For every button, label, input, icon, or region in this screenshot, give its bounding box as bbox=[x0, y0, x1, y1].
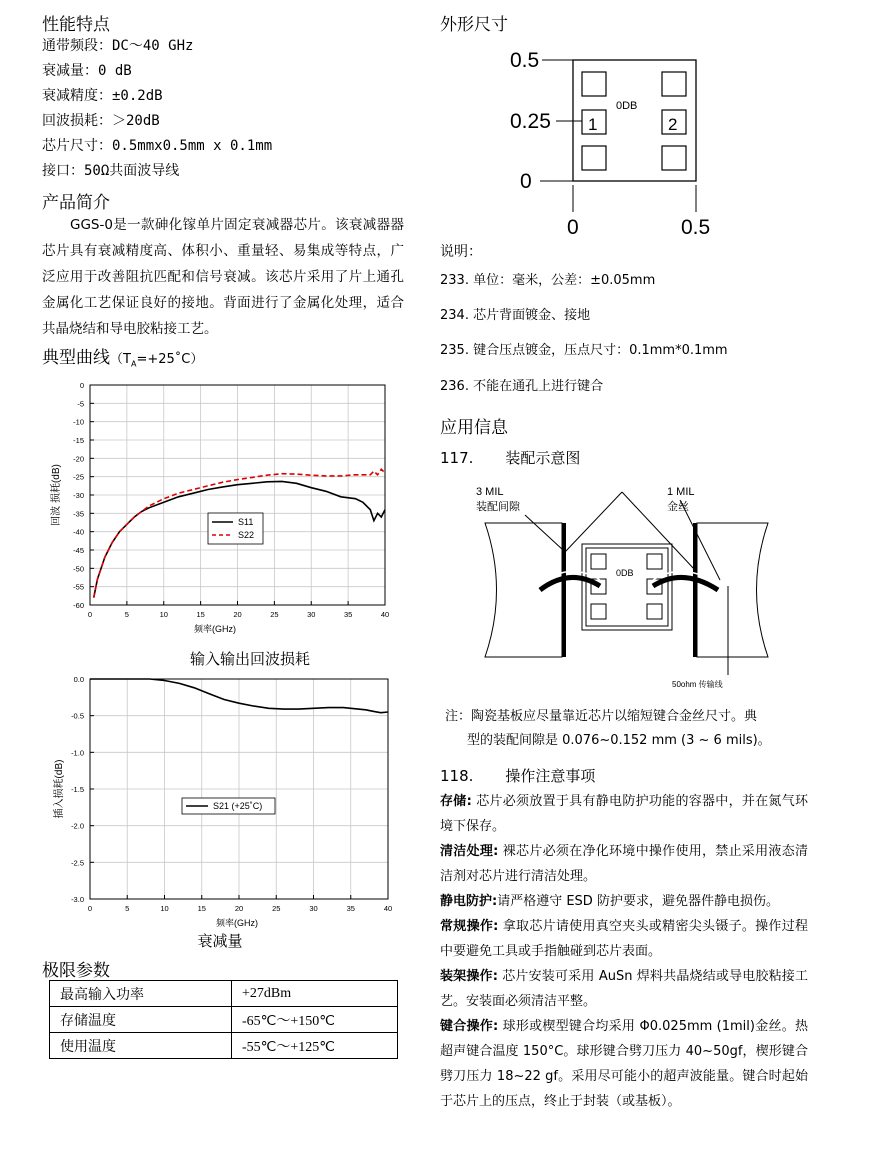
table-cell: 使用温度 bbox=[50, 1033, 232, 1059]
x-axis-label: 频率(GHz) bbox=[216, 918, 258, 928]
y-tick-label: 0.0 bbox=[73, 675, 84, 684]
x-tick-label: 10 bbox=[159, 610, 168, 619]
x-tick-label: 15 bbox=[196, 610, 205, 619]
x-axis-label: 频率(GHz) bbox=[194, 624, 236, 634]
chart-title: 衰减量 bbox=[197, 933, 243, 950]
note-item: 233. 单位：毫米，公差：±0.05mm bbox=[440, 273, 656, 288]
care-item: 存储: 芯片必须放置于具有静电防护功能的容器中，并在氮气环境下保存。 bbox=[440, 794, 809, 834]
diagram-label: 装配间隙 bbox=[476, 501, 520, 513]
care-list bbox=[440, 789, 808, 1114]
x-tick-label: 25 bbox=[272, 904, 281, 913]
care-item: 常规操作: 拿取芯片请使用真空夹头或精密尖头镊子。操作过程中要避免工具或手指触碰到芯片表面。 bbox=[440, 919, 808, 959]
table-row bbox=[50, 1007, 398, 1033]
dim-x-label: 0.5 bbox=[681, 216, 711, 239]
assembly-note: 注：陶瓷基板应尽量靠近芯片以缩短键合金丝尺寸。典 型的装配间隙是 0.076~0.152 mm (3 ~ 6 mils)。 bbox=[445, 709, 771, 748]
y-tick-label: -1.0 bbox=[71, 748, 84, 758]
x-tick-label: 30 bbox=[309, 904, 318, 913]
feature-item: 芯片尺寸：0.5mmx0.5mm x 0.1mm bbox=[42, 138, 273, 154]
chip-label: 0DB bbox=[616, 100, 638, 112]
x-tick-label: 5 bbox=[124, 610, 129, 619]
y-tick-label: -15 bbox=[73, 436, 84, 445]
care-item: 清洁处理: 裸芯片必须在净化环境中操作使用，禁止采用液态清洁剂对芯片进行清洁处理。 bbox=[440, 844, 808, 884]
notes-heading: 说明： bbox=[440, 244, 482, 260]
note-item: 234. 芯片背面镀金、接地 bbox=[440, 308, 591, 323]
diagram-label: 50ohm 传输线 bbox=[672, 680, 723, 689]
attenuation-chart bbox=[45, 673, 405, 953]
x-tick-label: 0 bbox=[87, 904, 93, 913]
table-cell: 最高输入功率 bbox=[50, 981, 232, 1007]
intro-text: GGS-0是一款砷化镓单片固定衰减器芯片。该衰减器器芯片具有衰减精度高、体积小、重量轻、易集成等特点，广泛应用于改善阻抗匹配和信号衰减。该芯片采用了片上通孔金属化工艺保证良好的接地。背面进行了金属化处理，适合共晶烧结和导电胶粘接工艺。 bbox=[42, 217, 404, 337]
x-tick-label: 25 bbox=[270, 610, 279, 619]
feature-item: 回波损耗：＞20dB bbox=[42, 113, 160, 129]
diagram-label: 3 MIL bbox=[476, 486, 504, 498]
y-axis-label: 插入损耗(dB) bbox=[54, 759, 65, 819]
x-tick-label: 35 bbox=[346, 904, 355, 913]
dim-y-label: 0 bbox=[520, 170, 532, 193]
subsection-title: 118. 操作注意事项 bbox=[440, 767, 596, 785]
assembly-diagram bbox=[470, 480, 780, 695]
y-tick-label: -5 bbox=[77, 399, 84, 409]
legend-label-s21: S21 (+25˚C) bbox=[213, 801, 263, 811]
diagram-label: 1 MIL bbox=[667, 486, 695, 498]
x-tick-label: 15 bbox=[197, 904, 206, 913]
y-tick-label: -45 bbox=[73, 546, 84, 555]
care-item: 键合操作: 球形或楔型键合均采用 Φ0.025mm (1mil)金丝。热超声键合温度 150°C。球形键合劈刀压力 40~50gf，楔形键合劈刀压力 18~22 gf。采用尽可能小的超声波能量。键合时起始于芯片上的压点，终止于封装（或基板）。 bbox=[440, 1019, 808, 1109]
y-tick-label: -40 bbox=[73, 527, 84, 537]
y-tick-label: -20 bbox=[73, 454, 84, 464]
care-item: 装架操作: 芯片安装可采用 AuSn 焊料共晶烧结或导电胶粘接工艺。安装面必须清洁平整。 bbox=[440, 969, 808, 1009]
subsection-title: 117. 装配示意图 bbox=[440, 449, 581, 467]
x-tick-label: 5 bbox=[125, 904, 130, 913]
y-tick-label: -1.5 bbox=[71, 785, 84, 794]
y-tick-label: -10 bbox=[73, 417, 84, 427]
diagram-label: 金丝 bbox=[667, 501, 689, 513]
return-loss-chart bbox=[45, 372, 405, 672]
dim-y-label: 0.25 bbox=[510, 110, 551, 133]
limits-table bbox=[49, 980, 398, 1059]
table-row bbox=[50, 981, 398, 1007]
table-cell: -55℃～+125℃ bbox=[232, 1033, 398, 1059]
y-axis-label: 回波 损耗(dB) bbox=[51, 464, 62, 526]
chart-title: 输入输出回波损耗 bbox=[189, 651, 311, 668]
limits-heading: 极限参数 bbox=[42, 961, 110, 981]
outline-heading: 外形尺寸 bbox=[440, 15, 508, 35]
x-tick-label: 40 bbox=[383, 904, 393, 913]
table-row bbox=[50, 1033, 398, 1059]
y-tick-label: 0 bbox=[79, 381, 84, 390]
note-item: 235. 键合压点镀金，压点尺寸：0.1mm*0.1mm bbox=[440, 343, 728, 358]
care-item: 静电防护:请严格遵守 ESD 防护要求，避免器件静电损伤。 bbox=[440, 894, 779, 909]
feature-item: 衰减精度：±0.2dB bbox=[42, 88, 163, 104]
table-cell: +27dBm bbox=[232, 981, 398, 1007]
legend-label-s11: S11 bbox=[238, 517, 254, 527]
chart-ticks bbox=[71, 675, 392, 913]
x-tick-label: 10 bbox=[160, 904, 169, 913]
curves-heading: 典型曲线$(T_A=+25˚C)$ bbox=[42, 348, 204, 369]
y-tick-label: -0.5 bbox=[71, 711, 84, 721]
pad-label: 1 bbox=[588, 115, 598, 134]
y-tick-label: -2.0 bbox=[71, 821, 84, 831]
dim-y-label: 0.5 bbox=[510, 49, 540, 72]
chart-ticks bbox=[73, 381, 389, 619]
y-tick-label: -25 bbox=[73, 472, 84, 482]
pad bbox=[582, 146, 606, 170]
chart-grid bbox=[90, 679, 388, 899]
features-list bbox=[42, 34, 422, 184]
table-cell: 存储温度 bbox=[50, 1007, 232, 1033]
x-tick-label: 20 bbox=[234, 904, 244, 913]
y-tick-label: -2.5 bbox=[71, 858, 84, 868]
x-tick-label: 20 bbox=[233, 610, 242, 619]
outline-drawing bbox=[500, 40, 730, 245]
y-tick-label: -60 bbox=[73, 601, 84, 610]
intro-heading: 产品简介 bbox=[42, 193, 110, 213]
feature-item: 衰减量：0 dB bbox=[42, 63, 132, 79]
y-tick-label: -50 bbox=[73, 564, 84, 574]
y-tick-label: -55 bbox=[73, 582, 84, 592]
pad bbox=[662, 72, 686, 96]
y-tick-label: -35 bbox=[73, 509, 84, 519]
app-heading: 应用信息 bbox=[440, 418, 508, 438]
feature-item: 接口：50Ω共面波导线 bbox=[42, 163, 180, 179]
x-tick-label: 30 bbox=[307, 610, 316, 619]
note-item: 236. 不能在通孔上进行键合 bbox=[440, 379, 604, 394]
y-tick-label: -30 bbox=[73, 491, 84, 500]
x-tick-label: 35 bbox=[343, 610, 353, 619]
y-tick-label: -3.0 bbox=[71, 895, 84, 904]
legend bbox=[208, 513, 263, 544]
dim-x-label: 0 bbox=[567, 216, 579, 239]
x-tick-label: 0 bbox=[87, 610, 93, 619]
pad bbox=[662, 146, 686, 170]
x-tick-label: 40 bbox=[380, 610, 390, 619]
pad bbox=[582, 72, 606, 96]
features-heading: 性能特点 bbox=[42, 15, 110, 35]
feature-item: 通带频段：DC～40 GHz bbox=[42, 38, 194, 54]
table-cell: -65℃～+150℃ bbox=[232, 1007, 398, 1033]
chart-grid bbox=[90, 385, 385, 605]
chip-label: 0DB bbox=[616, 568, 634, 578]
legend bbox=[182, 798, 275, 814]
pad-label: 2 bbox=[668, 115, 678, 134]
legend-label-s22: S22 bbox=[238, 530, 255, 540]
